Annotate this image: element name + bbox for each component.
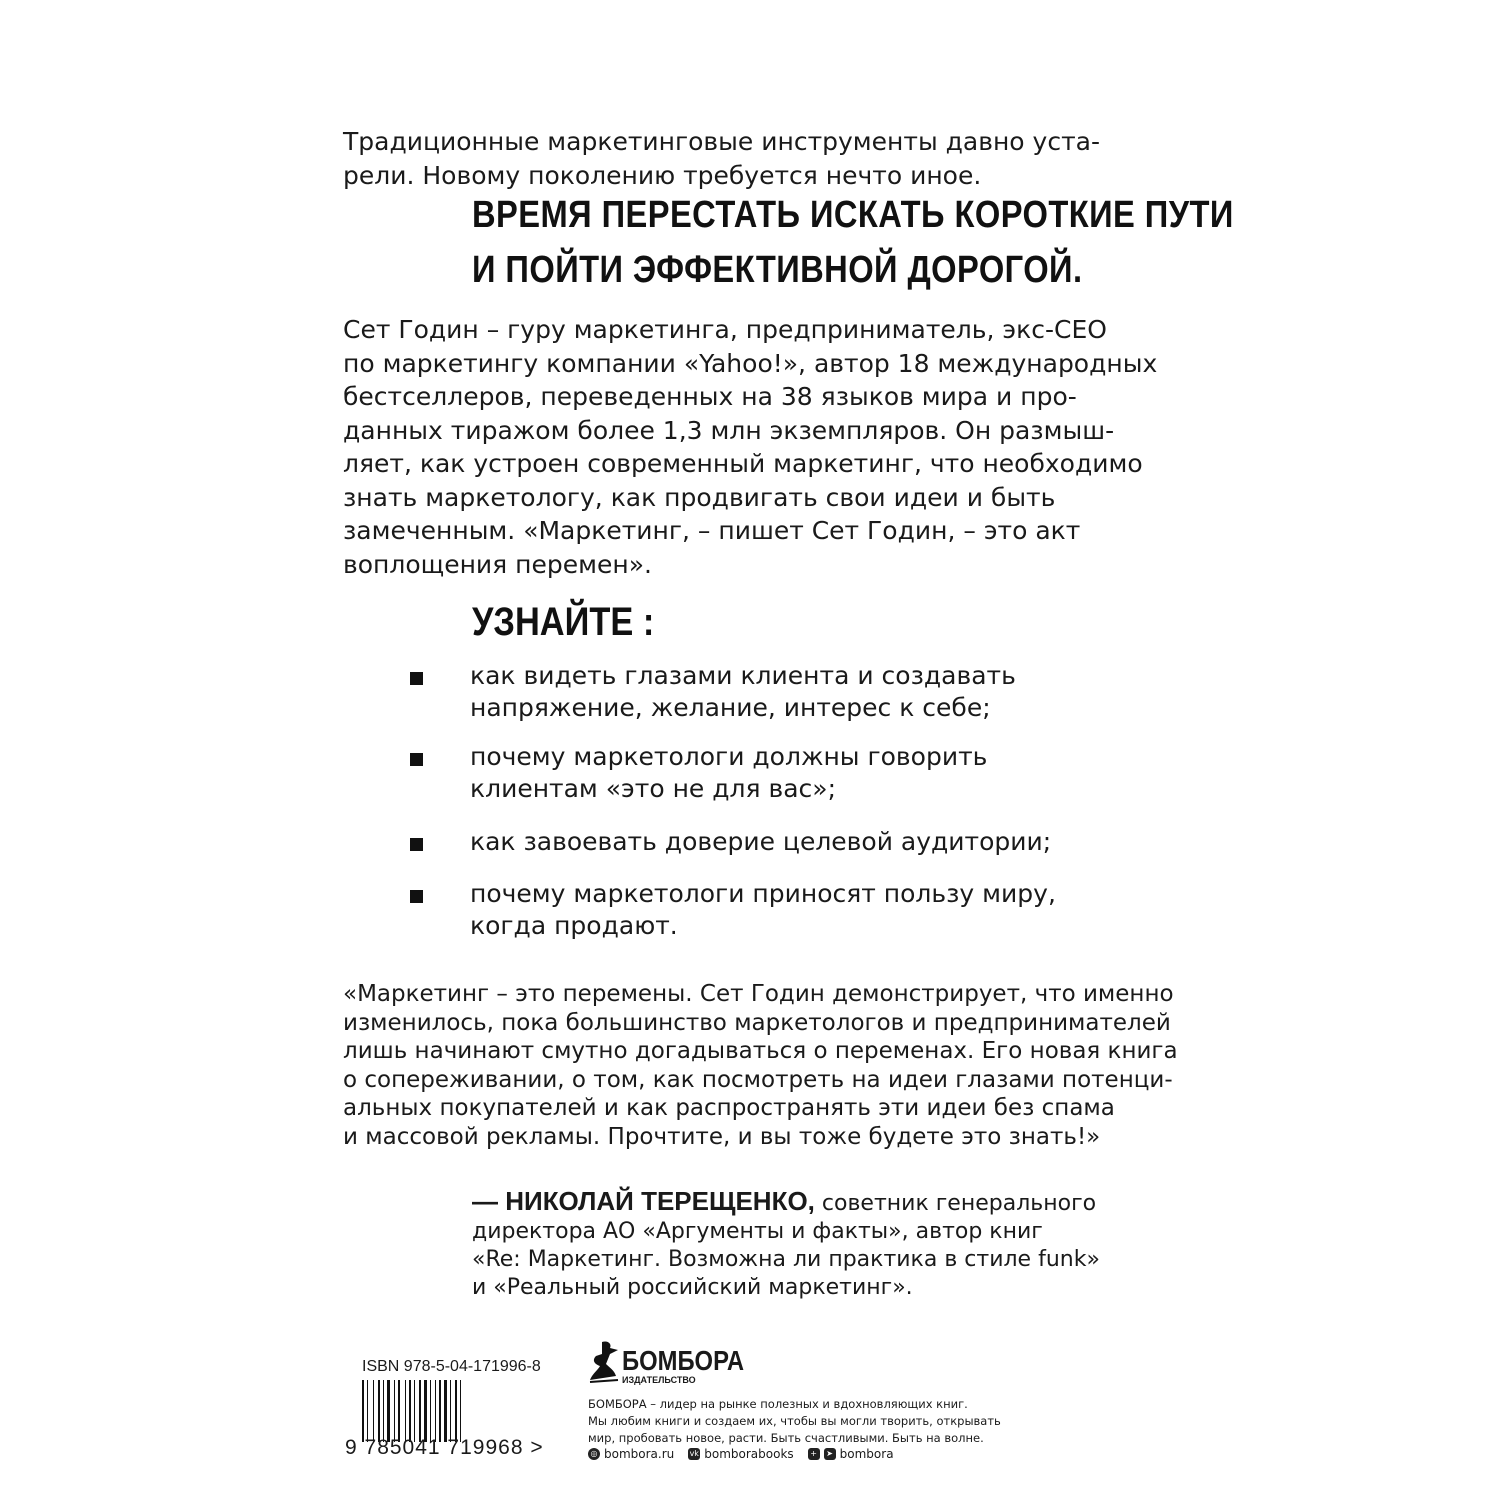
bombora-logo-icon <box>588 1340 620 1384</box>
barcode-bar <box>394 1380 395 1442</box>
barcode-bar <box>448 1380 449 1442</box>
barcode-bar <box>424 1380 427 1442</box>
bio-line: знать маркетологу, как продвигать свои идеи и быть <box>343 482 1056 512</box>
bio-line: по маркетингу компании «Yahoo!», автор 18 международных <box>343 348 1158 378</box>
barcode-bar <box>455 1380 457 1442</box>
bio-line: воплощения перемен». <box>343 549 652 579</box>
barcode-bar <box>381 1380 382 1442</box>
barcode-bar <box>450 1380 451 1442</box>
quote-attribution <box>472 1187 1100 1302</box>
barcode-bar <box>435 1380 436 1442</box>
social-label: bomborabooks <box>704 1447 794 1461</box>
headline <box>472 188 1234 298</box>
barcode-bar <box>444 1380 447 1442</box>
barcode-bar <box>458 1380 459 1442</box>
barcode-bar <box>396 1380 397 1442</box>
quote-line: альных покупателей и как распространять эти идеи без спама <box>343 1095 1115 1121</box>
intro-text <box>343 125 1100 192</box>
social-website[interactable] <box>588 1447 674 1461</box>
barcode <box>362 1380 510 1442</box>
barcode-bar <box>412 1380 413 1442</box>
author-bio <box>343 313 1157 581</box>
bio-line: Сет Годин – гуру маркетинга, предприниматель, экс-CEO <box>343 315 1107 344</box>
attribution-line: и «Реальный российский маркетинг». <box>472 1275 913 1300</box>
bullet-line: клиентам «это не для вас»; <box>470 774 837 803</box>
barcode-bar <box>428 1380 429 1442</box>
publisher-about <box>588 1396 1001 1447</box>
attribution-line: директора АО «Аргументы и факты», автор книг <box>472 1219 1043 1244</box>
barcode-bar <box>460 1380 461 1442</box>
barcode-bar <box>378 1380 380 1442</box>
quote-line: лишь начинают смутно догадываться о переменах. Его новая книга <box>343 1038 1178 1064</box>
barcode-bar <box>398 1380 400 1442</box>
review-quote <box>343 980 1178 1151</box>
about-line: Мы любим книги и создаем их, чтобы вы могли творить, открывать <box>588 1414 1001 1428</box>
quote-line: и массовой рекламы. Прочтите, и вы тоже будете это знать!» <box>343 1123 1101 1150</box>
barcode-bar <box>409 1380 411 1442</box>
barcode-bar <box>375 1380 377 1442</box>
barcode-bar <box>391 1380 393 1442</box>
barcode-bar <box>383 1380 384 1442</box>
square-bullet-icon <box>410 672 423 685</box>
globe-icon: ◎ <box>588 1448 600 1460</box>
square-bullet-icon <box>410 753 423 766</box>
barcode-bar <box>365 1380 366 1442</box>
barcode-bar <box>422 1380 423 1442</box>
intro-line: рели. Новому поколению требуется нечто иное. <box>343 160 982 190</box>
isbn: ISBN 978-5-04-171996-8 <box>362 1358 541 1375</box>
publisher-name: БОМБОРА <box>622 1345 745 1376</box>
social-vk[interactable] <box>688 1447 793 1461</box>
learn-heading: УЗНАЙТЕ : <box>472 600 655 644</box>
bio-line: бестселлеров, переведенных на 38 языков мира и про- <box>343 382 1077 411</box>
barcode-bar <box>462 1380 464 1442</box>
barcode-bar <box>430 1380 431 1442</box>
barcode-bar <box>416 1380 418 1442</box>
barcode-bar <box>373 1380 374 1442</box>
bio-line: замеченным. «Маркетинг, – пишет Сет Годин, – это акт <box>343 516 1081 545</box>
attribution-role: советник генерального <box>814 1191 1097 1216</box>
bullet-line: почему маркетологи должны говорить <box>470 742 988 771</box>
barcode-bar <box>362 1380 364 1442</box>
barcode-bar <box>387 1380 390 1442</box>
quote-line: изменилось, пока большинство маркетологов и предпринимателей <box>343 1009 1171 1036</box>
social-label: bombora.ru <box>604 1447 675 1461</box>
attribution-line: «Re: Маркетинг. Возможна ли практика в стиле funk» <box>472 1247 1100 1272</box>
publisher-subtitle: ИЗДАТЕЛЬСТВО <box>622 1375 696 1385</box>
barcode-bar <box>452 1380 454 1442</box>
barcode-bar <box>385 1380 386 1442</box>
barcode-bar <box>401 1380 404 1442</box>
barcode-bar <box>419 1380 421 1442</box>
social-telegram[interactable] <box>808 1447 894 1461</box>
barcode-bar <box>414 1380 415 1442</box>
quote-line: о сопереживании, о том, как посмотреть на идеи глазами потенци- <box>343 1066 1173 1093</box>
intro-line: Традиционные маркетинговые инструменты давно уста- <box>343 127 1100 156</box>
bullet-line: как видеть глазами клиента и создавать <box>470 661 1016 690</box>
headline-line: И ПОЙТИ ЭФФЕКТИВНОЙ ДОРОГОЙ. <box>472 249 1083 291</box>
publisher-socials <box>588 1447 894 1461</box>
vk-icon: vk <box>689 1449 699 1458</box>
bullet-line: как завоевать доверие целевой аудитории; <box>470 827 1052 856</box>
attribution-name: — НИКОЛАЙ ТЕРЕЩЕНКО, <box>472 1186 815 1216</box>
bullet-line: когда продают. <box>470 911 678 940</box>
barcode-bar <box>432 1380 434 1442</box>
about-line: БОМБОРА – лидер на рынке полезных и вдохновляющих книг. <box>588 1397 968 1411</box>
bullet-line: напряжение, желание, интерес к себе; <box>470 693 991 722</box>
barcode-bar <box>439 1380 441 1442</box>
plus-icon: + <box>808 1448 820 1460</box>
about-line: мир, пробовать новое, расти. Быть счастливыми. Быть на волне. <box>588 1431 984 1445</box>
barcode-bar <box>405 1380 406 1442</box>
telegram-icon: ➤ <box>824 1448 836 1460</box>
square-bullet-icon <box>410 890 423 903</box>
barcode-bar <box>442 1380 443 1442</box>
barcode-bar <box>369 1380 372 1442</box>
bullet-line: почему маркетологи приносят пользу миру, <box>470 879 1056 908</box>
bio-line: ляет, как устроен современный маркетинг, что необходимо <box>343 449 1143 478</box>
barcode-number: 9 785041 719968 > <box>345 1436 544 1459</box>
barcode-bar <box>407 1380 408 1442</box>
barcode-bar <box>367 1380 368 1442</box>
social-label: bombora <box>839 1447 894 1461</box>
bio-line: данных тиражом более 1,3 млн экземпляров. Он размыш- <box>343 415 1115 445</box>
headline-line: ВРЕМЯ ПЕРЕСТАТЬ ИСКАТЬ КОРОТКИЕ ПУТИ <box>472 194 1234 236</box>
quote-line: «Маркетинг – это перемены. Сет Годин демонстрирует, что именно <box>343 981 1174 1007</box>
square-bullet-icon <box>410 838 423 851</box>
barcode-bar <box>437 1380 438 1442</box>
